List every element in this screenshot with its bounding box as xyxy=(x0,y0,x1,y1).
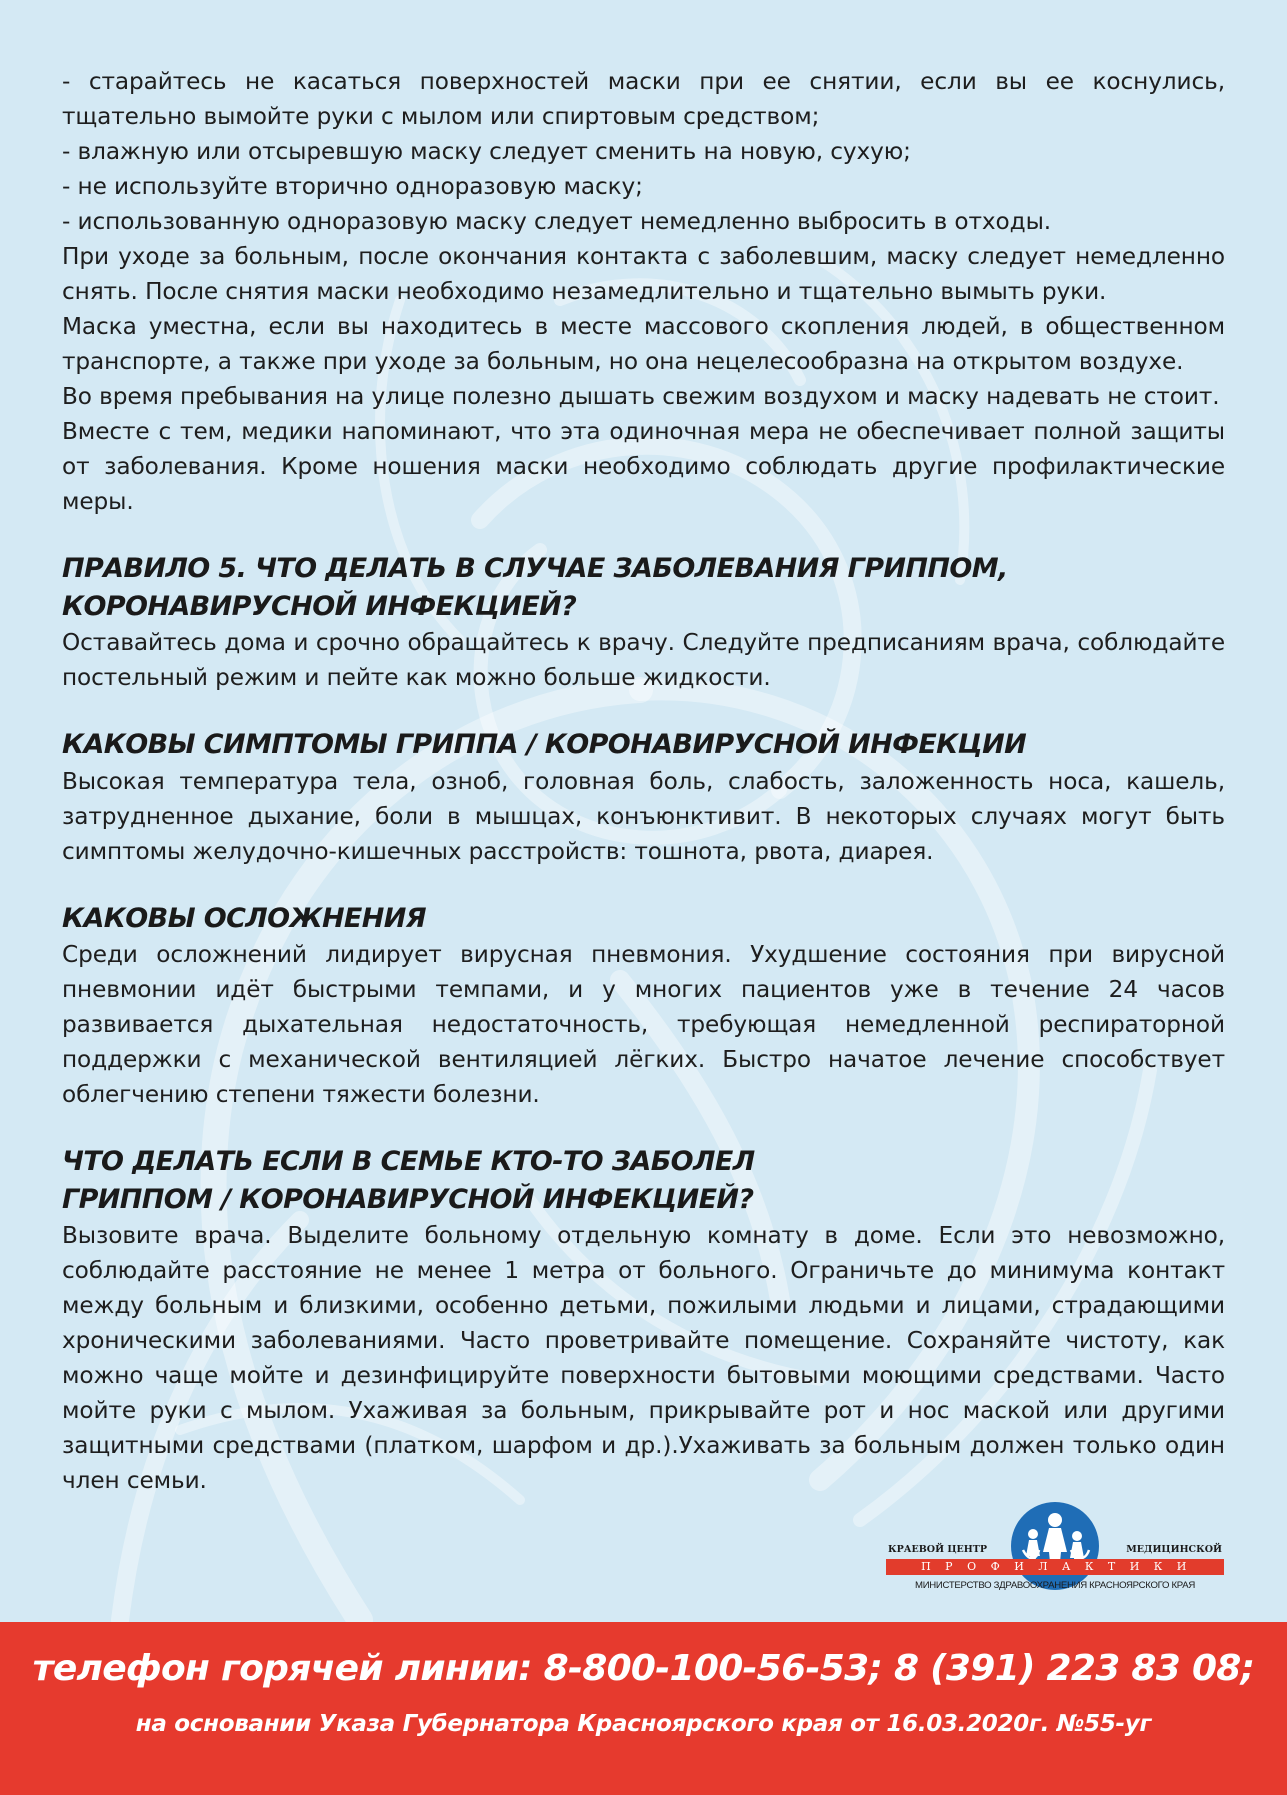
hotline-text: телефон горячей линии: 8-800-100-56-53; 8 (391) 223 83 08; xyxy=(32,1648,1255,1689)
prevention-center-logo xyxy=(886,1500,1224,1600)
logo-ministry-line: МИНИСТЕРСТВО ЗДРАВООХРАНЕНИЯ КРАСНОЯРСКОГО КРАЯ xyxy=(915,1580,1195,1591)
mask-rule-paragraph: Вместе с тем, медики напоминают, что эта одиночная мера не обеспечивает полной защиты от заболевания. Кроме ношения маски необходимо соблюдать другие профилактические меры. xyxy=(62,418,1225,515)
complications-section xyxy=(62,900,1225,1113)
logo-band: ПРОФИЛАКТИКИ xyxy=(886,1559,1224,1575)
rule5-heading-line2: КОРОНАВИРУСНОЙ ИНФЕКЦИЕЙ? xyxy=(62,590,577,622)
complications-heading: КАКОВЫ ОСЛОЖНЕНИЯ xyxy=(62,902,426,934)
decree-text: на основании Указа Губернатора Красноярского края от 16.03.2020г. №55-уг xyxy=(135,1711,1152,1737)
mask-rule-paragraph: Во время пребывания на улице полезно дышать свежим воздухом и маску надевать не стоит. xyxy=(62,383,1220,410)
symptoms-text: Высокая температура тела, озноб, головная боль, слабость, заложенность носа, кашель, затрудненное дыхание, боли в мышцах, конъюнктивит. В некоторых случаях могут быть симптомы желудочно-кишечных расстройств: тошнота, рвота, диарея. xyxy=(62,767,1225,865)
rule5-heading xyxy=(62,550,1225,625)
mask-rule-paragraph: Маска уместна, если вы находитесь в месте массового скопления людей, в общественном транспорте, а также при уходе за больным, но она нецелесообразна на открытом воздухе. xyxy=(62,313,1225,375)
mask-rules-block xyxy=(62,64,1225,519)
family-heading xyxy=(62,1143,1225,1218)
family-section xyxy=(62,1143,1225,1498)
family-heading-line2: ГРИППОМ / КОРОНАВИРУСНОЙ ИНФЕКЦИЕЙ? xyxy=(62,1183,754,1215)
family-heading-line1: ЧТО ДЕЛАТЬ ЕСЛИ В СЕМЬЕ КТО-ТО ЗАБОЛЕЛ xyxy=(62,1146,755,1177)
mask-rule-paragraph: При уходе за больным, после окончания контакта с заболевшим, маску следует немедленно снять. После снятия маски необходимо незамедлительно и тщательно вымыть руки. xyxy=(62,243,1225,305)
mask-rule-paragraph: - не используйте вторично одноразовую маску; xyxy=(62,173,643,200)
logo-line1-left: КРАЕВОЙ ЦЕНТР xyxy=(888,1544,987,1555)
rule5-heading-line1: ПРАВИЛО 5. ЧТО ДЕЛАТЬ В СЛУЧАЕ ЗАБОЛЕВАНИЯ ГРИППОМ, xyxy=(62,553,1008,584)
mask-rule-paragraph: - использованную одноразовую маску следует немедленно выбросить в отходы. xyxy=(62,208,1052,235)
family-text: Вызовите врача. Выделите больному отдельную комнату в доме. Если это невозможно, соблюдайте расстояние не менее 1 метра от больного. Ограничьте до минимума контакт между больным и близкими, особенно детьми, пожилыми людьми и лицами, страдающими хроническими заболеваниями. Часто проветривайте помещение. Сохраняйте чистоту, как можно чаще мойте и дезинфицируйте поверхности бытовыми моющими средствами. Часто мойте руки с мылом. Ухаживая за больным, прикрывайте рот и нос маской или другими защитными средствами (платком, шарфом и др.).Ухаживать за больным должен только один член семьи. xyxy=(62,1222,1225,1494)
logo-line1-right: МЕДИЦИНСКОЙ xyxy=(1126,1544,1222,1555)
logo-top-line xyxy=(886,1542,1224,1556)
symptoms-heading: КАКОВЫ СИМПТОМЫ ГРИППА / КОРОНАВИРУСНОЙ ИНФЕКЦИИ xyxy=(62,729,1027,760)
mask-rule-paragraph: - влажную или отсыревшую маску следует сменить на новую, сухую; xyxy=(62,138,911,165)
footer-banner xyxy=(0,1622,1287,1795)
complications-text: Среди осложнений лидирует вирусная пневмония. Ухудшение состояния при вирусной пневмонии идёт быстрыми темпами, и у многих пациентов уже в течение 24 часов развивается дыхательная недостаточность, требующая немедленной респираторной поддержки с механической вентиляцией лёгких. Быстро начатое лечение способствует облегчению степени тяжести болезни. xyxy=(62,941,1225,1108)
mask-rule-paragraph: - старайтесь не касаться поверхностей маски при ее снятии, если вы ее коснулись, тщательно вымойте руки с мылом или спиртовым средством; xyxy=(62,68,1225,130)
leaflet-content xyxy=(62,64,1225,1498)
rule5-text: Оставайтесь дома и срочно обращайтесь к врачу. Следуйте предписаниям врача, соблюдайте постельный режим и пейте как можно больше жидкости. xyxy=(62,629,1225,691)
rule5-section xyxy=(62,550,1225,695)
symptoms-section xyxy=(62,726,1225,869)
